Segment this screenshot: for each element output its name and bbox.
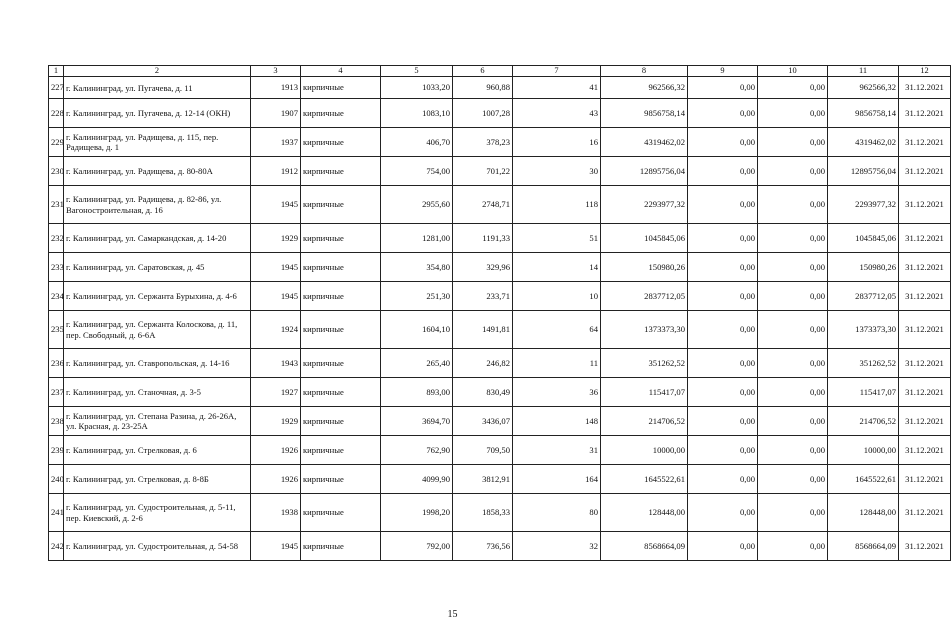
address-cell: г. Калининград, ул. Радищева, д. 82-86, ул. Вагоностроительная, д. 16 [64,186,251,224]
address-cell: г. Калининград, ул. Саратовская, д. 45 [64,253,251,282]
col9-value-cell: 0,00 [688,532,758,561]
table-row [49,378,951,407]
col11-value-cell: 115417,07 [828,378,899,407]
col9-value-cell: 0,00 [688,224,758,253]
col5-value-cell: 251,30 [381,282,453,311]
date-cell: 31.12.2021 [899,494,951,532]
year-built-cell: 1938 [251,494,301,532]
page-number: 15 [447,609,458,620]
col8-value-cell: 8568664,09 [601,532,688,561]
col9-value-cell: 0,00 [688,436,758,465]
address-cell: г. Калининград, ул. Пугачева, д. 11 [64,77,251,99]
year-built-cell: 1907 [251,99,301,128]
col5-value-cell: 762,90 [381,436,453,465]
col11-value-cell: 2837712,05 [828,282,899,311]
column-header: 4 [301,66,381,77]
col6-value-cell: 233,71 [453,282,513,311]
row-number: 235 [49,311,64,349]
col8-value-cell: 128448,00 [601,494,688,532]
col5-value-cell: 1083,10 [381,99,453,128]
col6-value-cell: 246,82 [453,349,513,378]
table-row [49,253,951,282]
col10-value-cell: 0,00 [758,311,828,349]
col11-value-cell: 12895756,04 [828,157,899,186]
column-header: 1 [49,66,64,77]
row-number: 238 [49,407,64,436]
col5-value-cell: 265,40 [381,349,453,378]
col8-value-cell: 214706,52 [601,407,688,436]
col9-value-cell: 0,00 [688,311,758,349]
address-cell: г. Калининград, ул. Станочная, д. 3-5 [64,378,251,407]
year-built-cell: 1912 [251,157,301,186]
table-row [49,532,951,561]
col10-value-cell: 0,00 [758,77,828,99]
col6-value-cell: 701,22 [453,157,513,186]
table-row [49,186,951,224]
col6-value-cell: 736,56 [453,532,513,561]
col11-value-cell: 214706,52 [828,407,899,436]
col5-value-cell: 1033,20 [381,77,453,99]
address-cell: г. Калининград, ул. Пугачева, д. 12-14 (ОКН) [64,99,251,128]
col6-value-cell: 830,49 [453,378,513,407]
wall-material-cell: кирпичные [301,282,381,311]
row-number: 227 [49,77,64,99]
col7-value-cell: 118 [513,186,601,224]
col8-value-cell: 1045845,06 [601,224,688,253]
column-header: 2 [64,66,251,77]
col11-value-cell: 962566,32 [828,77,899,99]
date-cell: 31.12.2021 [899,186,951,224]
col10-value-cell: 0,00 [758,349,828,378]
wall-material-cell: кирпичные [301,311,381,349]
address-cell: г. Калининград, ул. Судостроительная, д. 54-58 [64,532,251,561]
wall-material-cell: кирпичные [301,77,381,99]
row-number: 233 [49,253,64,282]
year-built-cell: 1927 [251,378,301,407]
date-cell: 31.12.2021 [899,77,951,99]
col5-value-cell: 893,00 [381,378,453,407]
date-cell: 31.12.2021 [899,378,951,407]
col7-value-cell: 31 [513,436,601,465]
col6-value-cell: 960,88 [453,77,513,99]
row-number: 234 [49,282,64,311]
year-built-cell: 1945 [251,186,301,224]
row-number: 239 [49,436,64,465]
table-row [49,407,951,436]
date-cell: 31.12.2021 [899,99,951,128]
col11-value-cell: 128448,00 [828,494,899,532]
year-built-cell: 1929 [251,224,301,253]
col5-value-cell: 3694,70 [381,407,453,436]
col6-value-cell: 329,96 [453,253,513,282]
col10-value-cell: 0,00 [758,378,828,407]
col9-value-cell: 0,00 [688,157,758,186]
col9-value-cell: 0,00 [688,349,758,378]
col8-value-cell: 1373373,30 [601,311,688,349]
col11-value-cell: 9856758,14 [828,99,899,128]
col8-value-cell: 1645522,61 [601,465,688,494]
col8-value-cell: 962566,32 [601,77,688,99]
wall-material-cell: кирпичные [301,494,381,532]
year-built-cell: 1943 [251,349,301,378]
col7-value-cell: 14 [513,253,601,282]
date-cell: 31.12.2021 [899,436,951,465]
col7-value-cell: 16 [513,128,601,157]
row-number: 230 [49,157,64,186]
year-built-cell: 1945 [251,532,301,561]
col10-value-cell: 0,00 [758,282,828,311]
wall-material-cell: кирпичные [301,157,381,186]
col7-value-cell: 11 [513,349,601,378]
table-row [49,77,951,99]
col8-value-cell: 351262,52 [601,349,688,378]
col8-value-cell: 10000,00 [601,436,688,465]
col9-value-cell: 0,00 [688,128,758,157]
col10-value-cell: 0,00 [758,253,828,282]
col5-value-cell: 1281,00 [381,224,453,253]
col7-value-cell: 43 [513,99,601,128]
col9-value-cell: 0,00 [688,282,758,311]
address-cell: г. Калининград, ул. Радищева, д. 115, пер. Радищева, д. 1 [64,128,251,157]
col9-value-cell: 0,00 [688,77,758,99]
address-cell: г. Калининград, ул. Ставропольская, д. 14-16 [64,349,251,378]
col5-value-cell: 792,00 [381,532,453,561]
table-row [49,128,951,157]
col7-value-cell: 10 [513,282,601,311]
col8-value-cell: 9856758,14 [601,99,688,128]
col11-value-cell: 351262,52 [828,349,899,378]
column-number-row [49,66,951,77]
column-header: 5 [381,66,453,77]
year-built-cell: 1945 [251,253,301,282]
col8-value-cell: 4319462,02 [601,128,688,157]
col6-value-cell: 2748,71 [453,186,513,224]
wall-material-cell: кирпичные [301,436,381,465]
col6-value-cell: 1191,33 [453,224,513,253]
col8-value-cell: 2293977,32 [601,186,688,224]
column-header: 3 [251,66,301,77]
col11-value-cell: 150980,26 [828,253,899,282]
col10-value-cell: 0,00 [758,224,828,253]
col7-value-cell: 80 [513,494,601,532]
column-header: 6 [453,66,513,77]
col7-value-cell: 64 [513,311,601,349]
col6-value-cell: 709,50 [453,436,513,465]
col7-value-cell: 30 [513,157,601,186]
year-built-cell: 1913 [251,77,301,99]
row-number: 241 [49,494,64,532]
col7-value-cell: 41 [513,77,601,99]
table-row [49,465,951,494]
col7-value-cell: 36 [513,378,601,407]
date-cell: 31.12.2021 [899,465,951,494]
date-cell: 31.12.2021 [899,128,951,157]
date-cell: 31.12.2021 [899,532,951,561]
col10-value-cell: 0,00 [758,128,828,157]
housing-register-table [48,65,951,561]
col6-value-cell: 3436,07 [453,407,513,436]
col9-value-cell: 0,00 [688,407,758,436]
col11-value-cell: 1373373,30 [828,311,899,349]
wall-material-cell: кирпичные [301,99,381,128]
col9-value-cell: 0,00 [688,253,758,282]
col8-value-cell: 115417,07 [601,378,688,407]
col10-value-cell: 0,00 [758,465,828,494]
row-number: 228 [49,99,64,128]
wall-material-cell: кирпичные [301,253,381,282]
year-built-cell: 1926 [251,436,301,465]
col7-value-cell: 32 [513,532,601,561]
table-row [49,224,951,253]
table-row [49,99,951,128]
col5-value-cell: 2955,60 [381,186,453,224]
col10-value-cell: 0,00 [758,436,828,465]
date-cell: 31.12.2021 [899,282,951,311]
col7-value-cell: 164 [513,465,601,494]
col10-value-cell: 0,00 [758,99,828,128]
address-cell: г. Калининград, ул. Сержанта Бурыхина, д. 4-6 [64,282,251,311]
year-built-cell: 1937 [251,128,301,157]
wall-material-cell: кирпичные [301,128,381,157]
col11-value-cell: 2293977,32 [828,186,899,224]
col6-value-cell: 1007,28 [453,99,513,128]
date-cell: 31.12.2021 [899,349,951,378]
address-cell: г. Калининград, ул. Степана Разина, д. 26-26А, ул. Красная, д. 23-25А [64,407,251,436]
col5-value-cell: 406,70 [381,128,453,157]
row-number: 240 [49,465,64,494]
col9-value-cell: 0,00 [688,465,758,494]
date-cell: 31.12.2021 [899,224,951,253]
col9-value-cell: 0,00 [688,378,758,407]
col8-value-cell: 12895756,04 [601,157,688,186]
col10-value-cell: 0,00 [758,186,828,224]
row-number: 232 [49,224,64,253]
row-number: 242 [49,532,64,561]
table-row [49,349,951,378]
date-cell: 31.12.2021 [899,253,951,282]
column-header: 12 [899,66,951,77]
row-number: 229 [49,128,64,157]
wall-material-cell: кирпичные [301,224,381,253]
address-cell: г. Калининград, ул. Радищева, д. 80-80А [64,157,251,186]
col8-value-cell: 2837712,05 [601,282,688,311]
address-cell: г. Калининград, ул. Судостроительная, д. 5-11, пер. Киевский, д. 2-6 [64,494,251,532]
table-row [49,436,951,465]
wall-material-cell: кирпичные [301,465,381,494]
col11-value-cell: 1045845,06 [828,224,899,253]
col6-value-cell: 3812,91 [453,465,513,494]
wall-material-cell: кирпичные [301,349,381,378]
year-built-cell: 1945 [251,282,301,311]
date-cell: 31.12.2021 [899,157,951,186]
col6-value-cell: 378,23 [453,128,513,157]
address-cell: г. Калининград, ул. Самаркандская, д. 14-20 [64,224,251,253]
col5-value-cell: 1604,10 [381,311,453,349]
col10-value-cell: 0,00 [758,157,828,186]
col7-value-cell: 148 [513,407,601,436]
column-header: 10 [758,66,828,77]
col5-value-cell: 354,80 [381,253,453,282]
address-cell: г. Калининград, ул. Стрелковая, д. 8-8Б [64,465,251,494]
col9-value-cell: 0,00 [688,99,758,128]
wall-material-cell: кирпичные [301,532,381,561]
column-header: 11 [828,66,899,77]
address-cell: г. Калининград, ул. Сержанта Колоскова, д. 11, пер. Свободный, д. 6-6А [64,311,251,349]
col11-value-cell: 10000,00 [828,436,899,465]
table-row [49,311,951,349]
wall-material-cell: кирпичные [301,186,381,224]
date-cell: 31.12.2021 [899,407,951,436]
col11-value-cell: 1645522,61 [828,465,899,494]
table-row [49,282,951,311]
column-header: 8 [601,66,688,77]
year-built-cell: 1929 [251,407,301,436]
date-cell: 31.12.2021 [899,311,951,349]
col10-value-cell: 0,00 [758,494,828,532]
row-number: 236 [49,349,64,378]
wall-material-cell: кирпичные [301,407,381,436]
col5-value-cell: 4099,90 [381,465,453,494]
year-built-cell: 1926 [251,465,301,494]
col5-value-cell: 1998,20 [381,494,453,532]
col6-value-cell: 1858,33 [453,494,513,532]
col10-value-cell: 0,00 [758,532,828,561]
col10-value-cell: 0,00 [758,407,828,436]
col8-value-cell: 150980,26 [601,253,688,282]
col11-value-cell: 8568664,09 [828,532,899,561]
column-header: 7 [513,66,601,77]
wall-material-cell: кирпичные [301,378,381,407]
year-built-cell: 1924 [251,311,301,349]
row-number: 237 [49,378,64,407]
table-row [49,157,951,186]
table-row [49,494,951,532]
col5-value-cell: 754,00 [381,157,453,186]
column-header: 9 [688,66,758,77]
col6-value-cell: 1491,81 [453,311,513,349]
row-number: 231 [49,186,64,224]
col11-value-cell: 4319462,02 [828,128,899,157]
address-cell: г. Калининград, ул. Стрелковая, д. 6 [64,436,251,465]
col9-value-cell: 0,00 [688,186,758,224]
col7-value-cell: 51 [513,224,601,253]
col9-value-cell: 0,00 [688,494,758,532]
